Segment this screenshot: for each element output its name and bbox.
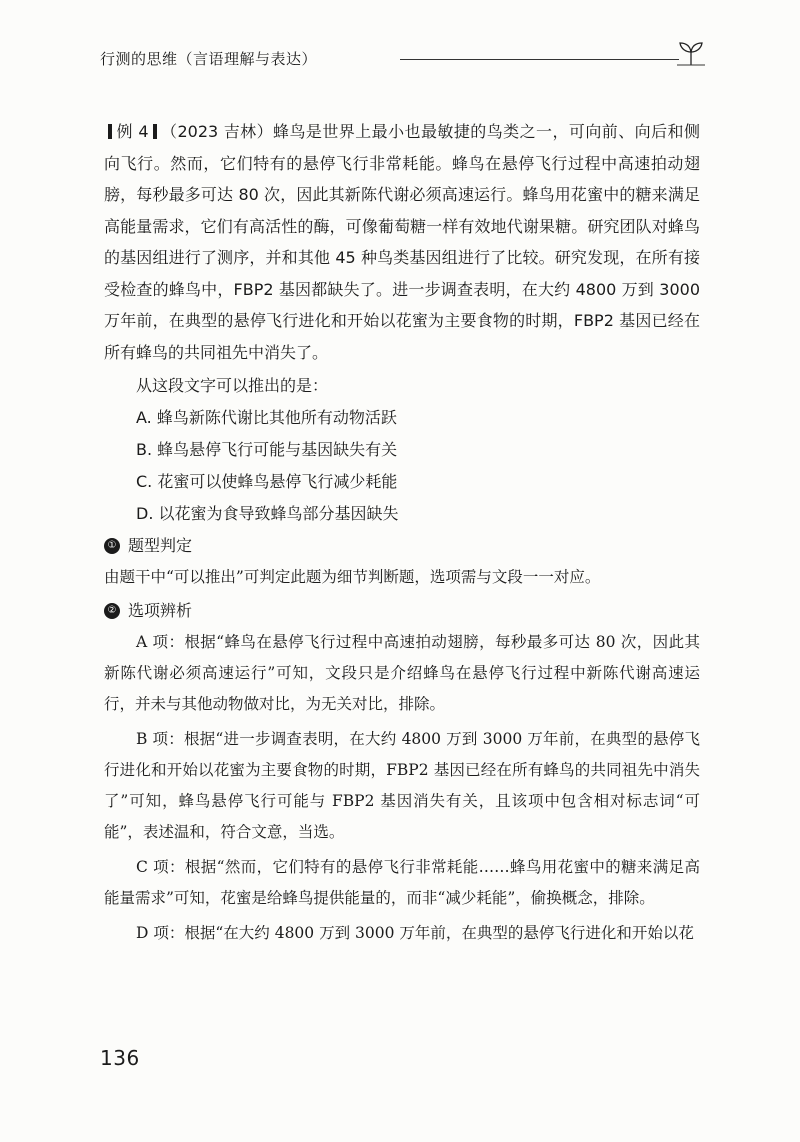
- running-header-title: 行测的思维（言语理解与表达）: [100, 50, 318, 68]
- section-title-question-type: 题型判定: [128, 536, 193, 555]
- section-badge-1: ①: [104, 538, 120, 554]
- example-bar-right: [153, 124, 157, 139]
- example-passage: [104, 116, 700, 368]
- analysis-option-b: B 项：根据“进一步调查表明，在大约 4800 万到 3000 万年前，在典型的悬停飞行进化和开始以花蜜为主要食物的时期，FBP2 基因已经在所有蜂鸟的共同祖先中消失了”可知，蜂鸟悬停飞行可能与 FBP2 基因消失有关，且该项中包含相对标志词“可能”，表述温和，符合文意，当选。: [104, 730, 700, 841]
- analysis-option-c: C 项：根据“然而，它们特有的悬停飞行非常耗能……蜂鸟用花蜜中的糖来满足高能量需求”可知，花蜜是给蜂鸟提供能量的，而非“减少耗能”，偷换概念，排除。: [104, 858, 700, 907]
- question-prompt: 从这段文字可以推出的是：: [136, 376, 329, 395]
- option-b: B. 蜂鸟悬停飞行可能与基因缺失有关: [136, 440, 398, 459]
- section-badge-2: ②: [104, 603, 120, 619]
- page-number: 136: [100, 1046, 140, 1070]
- analysis-option-a: A 项：根据“蜂鸟在悬停飞行过程中高速拍动翅膀，每秒最多可达 80 次，因此其新陈代谢必须高速运行”可知，文段只是介绍蜂鸟在悬停飞行过程中新陈代谢高速运行，并未与其他动物做对比，为无关对比，排除。: [104, 633, 700, 713]
- example-bar-left: [108, 124, 112, 139]
- running-header: [100, 46, 705, 72]
- question-type-text: 由题干中“可以推出”可判定此题为细节判断题，选项需与文段一一对应。: [104, 568, 601, 586]
- option-d: D. 以花蜜为食导致蜂鸟部分基因缺失: [136, 504, 399, 523]
- section-option-analysis: [104, 595, 700, 627]
- option-a: A. 蜂鸟新陈代谢比其他所有动物活跃: [136, 408, 397, 427]
- example-passage-text: 蜂鸟是世界上最小也最敏捷的鸟类之一，可向前、向后和侧向飞行。然而，它们特有的悬停飞行非常耗能。蜂鸟在悬停飞行过程中高速拍动翅膀，每秒最多可达 80 次，因此其新陈代谢必须高速运行。蜂鸟用花蜜中的糖来满足高能量需求，它们有高活性的酶，可像葡萄糖一样有效地代谢果糖。研究团队对蜂鸟的基因组进行了测序，并和其他 45 种鸟类基因组进行了比较。研究发现，在所有接受检查的蜂鸟中，FBP2 基因都缺失了。进一步调查表明，在大约 4800 万到 3000 万年前，在典型的悬停飞行进化和开始以花蜜为主要食物的时期，FBP2 基因已经在所有蜂鸟的共同祖先中消失了。: [104, 122, 700, 362]
- example-source: （2023 吉林）: [160, 122, 274, 141]
- option-c: C. 花蜜可以使蜂鸟悬停飞行减少耗能: [136, 472, 398, 491]
- section-title-option-analysis: 选项辨析: [128, 601, 193, 620]
- section-question-type: [104, 530, 700, 562]
- analysis-option-d: D 项：根据“在大约 4800 万到 3000 万年前，在典型的悬停飞行进化和开始以花: [136, 924, 694, 942]
- page-content: [104, 116, 700, 953]
- sprout-icon: [677, 40, 705, 66]
- example-tag: [104, 122, 161, 141]
- header-rule: [400, 59, 679, 60]
- example-label: 例 4: [116, 122, 149, 141]
